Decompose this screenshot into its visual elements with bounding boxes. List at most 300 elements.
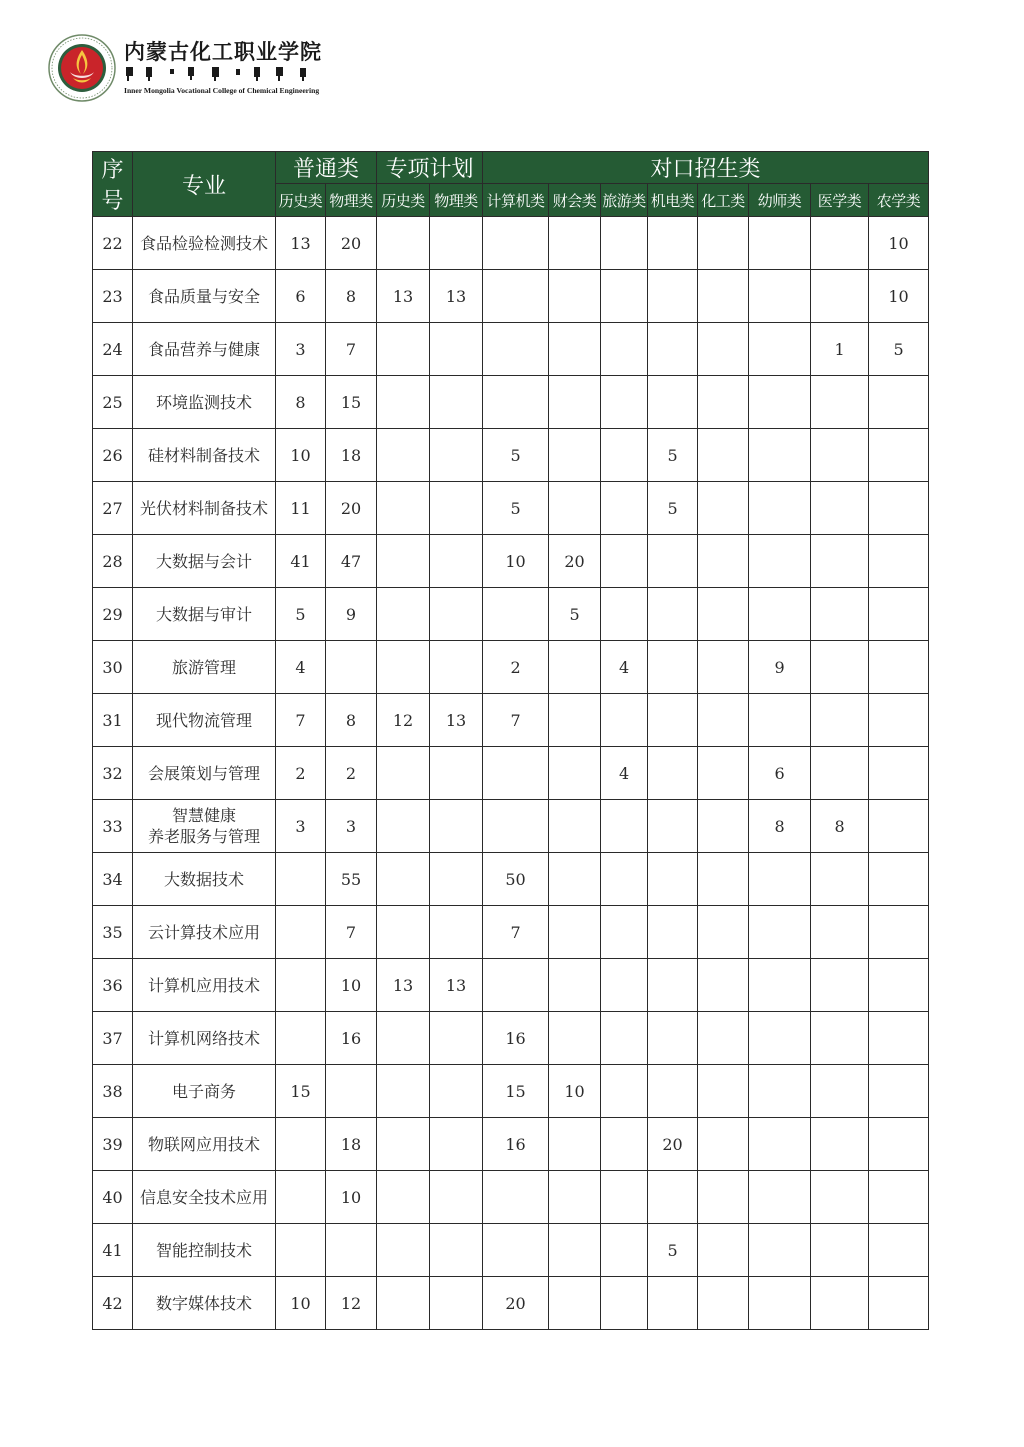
quota-cell (698, 694, 749, 747)
row-major: 食品营养与健康 (133, 323, 276, 376)
quota-cell (648, 1277, 698, 1330)
table-row (93, 535, 929, 588)
quota-cell (811, 747, 869, 800)
row-seq: 38 (93, 1065, 133, 1118)
quota-cell: 10 (276, 1277, 326, 1330)
quota-cell (648, 800, 698, 853)
quota-cell (811, 482, 869, 535)
quota-cell: 6 (749, 747, 811, 800)
quota-cell: 16 (326, 1012, 377, 1065)
quota-cell (483, 800, 549, 853)
quota-cell (549, 906, 601, 959)
quota-cell (549, 429, 601, 482)
table-row (93, 959, 929, 1012)
row-major: 食品质量与安全 (133, 270, 276, 323)
quota-cell: 9 (326, 588, 377, 641)
quota-cell (377, 588, 430, 641)
row-major: 光伏材料制备技术 (133, 482, 276, 535)
quota-cell (601, 694, 648, 747)
quota-cell (549, 747, 601, 800)
quota-cell (869, 959, 929, 1012)
header-col: 物理类 (326, 184, 377, 217)
quota-cell (276, 906, 326, 959)
quota-cell (276, 1118, 326, 1171)
header-group-general: 普通类 (276, 152, 377, 184)
mongolian-script-logotype (124, 64, 329, 84)
quota-cell (749, 217, 811, 270)
quota-cell (377, 429, 430, 482)
quota-cell: 10 (869, 270, 929, 323)
quota-cell: 3 (326, 800, 377, 853)
quota-cell: 12 (377, 694, 430, 747)
table-row (93, 1224, 929, 1277)
quota-cell: 15 (483, 1065, 549, 1118)
quota-cell (549, 1277, 601, 1330)
quota-cell (869, 853, 929, 906)
quota-cell (698, 429, 749, 482)
row-seq: 37 (93, 1012, 133, 1065)
quota-cell (749, 588, 811, 641)
quota-cell (276, 1012, 326, 1065)
quota-cell: 6 (276, 270, 326, 323)
quota-cell (483, 747, 549, 800)
quota-cell (648, 376, 698, 429)
quota-cell (749, 535, 811, 588)
quota-cell (698, 1171, 749, 1224)
quota-cell: 16 (483, 1012, 549, 1065)
header-group-row (93, 152, 929, 184)
quota-cell: 41 (276, 535, 326, 588)
quota-cell: 5 (483, 482, 549, 535)
quota-cell: 55 (326, 853, 377, 906)
row-seq: 33 (93, 800, 133, 853)
quota-cell (698, 1012, 749, 1065)
row-seq: 25 (93, 376, 133, 429)
quota-cell (430, 747, 483, 800)
quota-cell (698, 270, 749, 323)
quota-cell (648, 323, 698, 376)
quota-cell (430, 906, 483, 959)
quota-cell (698, 1118, 749, 1171)
quota-cell: 18 (326, 429, 377, 482)
row-major: 物联网应用技术 (133, 1118, 276, 1171)
quota-cell: 12 (326, 1277, 377, 1330)
quota-cell (698, 747, 749, 800)
table-row (93, 429, 929, 482)
quota-cell (601, 800, 648, 853)
quota-cell: 7 (326, 323, 377, 376)
row-seq: 34 (93, 853, 133, 906)
quota-cell (430, 1012, 483, 1065)
quota-cell (601, 535, 648, 588)
quota-cell (483, 588, 549, 641)
row-seq: 40 (93, 1171, 133, 1224)
quota-cell (430, 323, 483, 376)
quota-cell (549, 694, 601, 747)
quota-cell (601, 1118, 648, 1171)
quota-cell: 8 (749, 800, 811, 853)
quota-cell: 20 (549, 535, 601, 588)
quota-cell (648, 959, 698, 1012)
quota-cell (430, 376, 483, 429)
quota-cell: 20 (483, 1277, 549, 1330)
quota-cell (326, 641, 377, 694)
quota-cell: 13 (430, 270, 483, 323)
quota-cell (648, 535, 698, 588)
quota-cell (648, 1171, 698, 1224)
table-row (93, 482, 929, 535)
quota-cell: 8 (811, 800, 869, 853)
quota-cell: 5 (276, 588, 326, 641)
quota-cell (869, 906, 929, 959)
quota-cell (549, 959, 601, 1012)
row-major: 大数据与审计 (133, 588, 276, 641)
row-major: 电子商务 (133, 1065, 276, 1118)
quota-cell (648, 1065, 698, 1118)
header-col: 农学类 (869, 184, 929, 217)
quota-cell (698, 906, 749, 959)
table-row (93, 747, 929, 800)
quota-cell (698, 853, 749, 906)
quota-cell (430, 535, 483, 588)
quota-cell (549, 270, 601, 323)
school-logo (48, 32, 338, 104)
quota-cell: 13 (430, 959, 483, 1012)
quota-cell: 5 (648, 1224, 698, 1277)
quota-cell (869, 588, 929, 641)
quota-cell (648, 747, 698, 800)
quota-cell (648, 270, 698, 323)
quota-cell (377, 482, 430, 535)
quota-cell: 11 (276, 482, 326, 535)
header-col: 历史类 (276, 184, 326, 217)
quota-cell: 10 (549, 1065, 601, 1118)
quota-cell (811, 588, 869, 641)
quota-cell (430, 1224, 483, 1277)
quota-cell (601, 270, 648, 323)
quota-cell: 1 (811, 323, 869, 376)
header-col: 历史类 (377, 184, 430, 217)
quota-cell (698, 800, 749, 853)
quota-cell (601, 1012, 648, 1065)
quota-cell (749, 482, 811, 535)
quota-cell (869, 641, 929, 694)
quota-cell: 15 (326, 376, 377, 429)
quota-cell (869, 1065, 929, 1118)
quota-cell (326, 1065, 377, 1118)
quota-cell (811, 1224, 869, 1277)
quota-cell (377, 323, 430, 376)
quota-cell (483, 1224, 549, 1277)
quota-cell: 20 (326, 482, 377, 535)
table-row (93, 1118, 929, 1171)
table-row (93, 853, 929, 906)
quota-cell (377, 376, 430, 429)
quota-cell (430, 1118, 483, 1171)
quota-cell (698, 1065, 749, 1118)
row-major: 智能控制技术 (133, 1224, 276, 1277)
quota-cell (601, 588, 648, 641)
quota-cell: 2 (483, 641, 549, 694)
quota-cell: 4 (601, 641, 648, 694)
quota-cell (430, 217, 483, 270)
quota-cell (811, 217, 869, 270)
quota-cell: 13 (377, 270, 430, 323)
quota-cell (549, 641, 601, 694)
quota-cell (377, 800, 430, 853)
row-seq: 39 (93, 1118, 133, 1171)
quota-cell: 3 (276, 323, 326, 376)
quota-cell (749, 1171, 811, 1224)
quota-cell: 8 (326, 694, 377, 747)
quota-cell (430, 1171, 483, 1224)
quota-cell (648, 588, 698, 641)
quota-cell (811, 429, 869, 482)
table-row (93, 1277, 929, 1330)
row-major: 大数据技术 (133, 853, 276, 906)
quota-cell: 4 (276, 641, 326, 694)
quota-cell (698, 959, 749, 1012)
row-seq: 28 (93, 535, 133, 588)
table-row (93, 1012, 929, 1065)
quota-cell: 2 (276, 747, 326, 800)
quota-cell (377, 641, 430, 694)
quota-cell (698, 1277, 749, 1330)
quota-cell (549, 1171, 601, 1224)
row-seq: 35 (93, 906, 133, 959)
quota-cell (549, 800, 601, 853)
quota-cell (377, 535, 430, 588)
row-major: 食品检验检测技术 (133, 217, 276, 270)
quota-cell (749, 1118, 811, 1171)
quota-cell (811, 906, 869, 959)
quota-cell: 10 (483, 535, 549, 588)
quota-cell (601, 1277, 648, 1330)
header-col: 财会类 (549, 184, 601, 217)
quota-cell (430, 429, 483, 482)
quota-cell (549, 1118, 601, 1171)
quota-cell: 10 (326, 1171, 377, 1224)
table-row (93, 906, 929, 959)
quota-cell (601, 376, 648, 429)
quota-cell (483, 959, 549, 1012)
quota-cell: 7 (276, 694, 326, 747)
quota-cell (549, 1012, 601, 1065)
quota-cell (811, 853, 869, 906)
quota-cell (869, 1118, 929, 1171)
header-col: 旅游类 (601, 184, 648, 217)
quota-cell (601, 429, 648, 482)
table-row (93, 588, 929, 641)
header-group-special-plan: 专项计划 (377, 152, 483, 184)
row-major: 信息安全技术应用 (133, 1171, 276, 1224)
quota-cell (276, 1171, 326, 1224)
quota-cell (698, 1224, 749, 1277)
school-name-cn: 内蒙古化工职业学院 (124, 39, 322, 64)
quota-cell (869, 747, 929, 800)
quota-cell (869, 694, 929, 747)
quota-cell (377, 1277, 430, 1330)
quota-cell (483, 1171, 549, 1224)
quota-cell: 8 (276, 376, 326, 429)
table-row (93, 270, 929, 323)
row-seq: 22 (93, 217, 133, 270)
header-col: 物理类 (430, 184, 483, 217)
row-major: 硅材料制备技术 (133, 429, 276, 482)
quota-cell (811, 376, 869, 429)
quota-cell (483, 323, 549, 376)
quota-cell (549, 482, 601, 535)
row-seq: 27 (93, 482, 133, 535)
quota-cell (601, 217, 648, 270)
quota-cell (601, 1065, 648, 1118)
quota-cell (749, 694, 811, 747)
quota-cell: 16 (483, 1118, 549, 1171)
quota-cell: 13 (430, 694, 483, 747)
quota-cell (749, 1065, 811, 1118)
quota-cell (698, 641, 749, 694)
quota-cell (698, 217, 749, 270)
quota-cell (869, 376, 929, 429)
quota-cell (549, 853, 601, 906)
quota-cell: 5 (483, 429, 549, 482)
row-seq: 24 (93, 323, 133, 376)
quota-cell (601, 482, 648, 535)
quota-cell: 3 (276, 800, 326, 853)
header-col: 医学类 (811, 184, 869, 217)
quota-cell (549, 323, 601, 376)
school-name-en: Inner Mongolia Vocational College of Chemical Engineering (124, 86, 320, 95)
quota-cell (811, 694, 869, 747)
table-row (93, 1065, 929, 1118)
row-major: 旅游管理 (133, 641, 276, 694)
quota-cell: 7 (483, 906, 549, 959)
quota-cell: 15 (276, 1065, 326, 1118)
table-row (93, 217, 929, 270)
quota-cell: 8 (326, 270, 377, 323)
table-row (93, 694, 929, 747)
quota-cell (276, 853, 326, 906)
row-seq: 36 (93, 959, 133, 1012)
quota-cell (430, 800, 483, 853)
header-col: 化工类 (698, 184, 749, 217)
quota-cell (326, 1224, 377, 1277)
row-major: 智慧健康 养老服务与管理 (133, 800, 276, 853)
quota-cell (869, 1277, 929, 1330)
row-major: 大数据与会计 (133, 535, 276, 588)
row-major: 会展策划与管理 (133, 747, 276, 800)
quota-cell: 50 (483, 853, 549, 906)
quota-cell (377, 853, 430, 906)
quota-cell (869, 482, 929, 535)
quota-cell (749, 1012, 811, 1065)
quota-cell (749, 959, 811, 1012)
row-major: 环境监测技术 (133, 376, 276, 429)
quota-cell (869, 429, 929, 482)
quota-cell (648, 641, 698, 694)
header-col: 计算机类 (483, 184, 549, 217)
quota-cell: 5 (869, 323, 929, 376)
quota-cell (749, 1224, 811, 1277)
quota-cell (601, 323, 648, 376)
quota-cell (276, 959, 326, 1012)
quota-cell: 5 (648, 482, 698, 535)
header-group-vocational: 对口招生类 (483, 152, 929, 184)
quota-cell (483, 270, 549, 323)
quota-cell (869, 1224, 929, 1277)
quota-cell (749, 376, 811, 429)
quota-cell: 4 (601, 747, 648, 800)
quota-cell (749, 270, 811, 323)
quota-cell: 2 (326, 747, 377, 800)
quota-cell (811, 959, 869, 1012)
table-row (93, 376, 929, 429)
quota-cell (377, 747, 430, 800)
quota-cell (811, 641, 869, 694)
row-major: 计算机应用技术 (133, 959, 276, 1012)
table-body (93, 217, 929, 1330)
quota-cell (869, 800, 929, 853)
quota-cell (648, 694, 698, 747)
quota-cell (483, 217, 549, 270)
row-major: 计算机网络技术 (133, 1012, 276, 1065)
row-major: 云计算技术应用 (133, 906, 276, 959)
quota-cell (698, 376, 749, 429)
table-row (93, 323, 929, 376)
quota-cell (648, 906, 698, 959)
quota-cell (601, 1224, 648, 1277)
row-seq: 23 (93, 270, 133, 323)
quota-cell (549, 217, 601, 270)
quota-cell (811, 1277, 869, 1330)
quota-cell (601, 959, 648, 1012)
quota-cell (601, 1171, 648, 1224)
header-col: 机电类 (648, 184, 698, 217)
quota-cell (430, 588, 483, 641)
quota-cell (648, 1012, 698, 1065)
quota-cell (811, 270, 869, 323)
table-row (93, 1171, 929, 1224)
quota-cell (377, 1012, 430, 1065)
quota-cell (698, 482, 749, 535)
quota-cell: 7 (483, 694, 549, 747)
school-emblem-icon (48, 34, 116, 102)
quota-cell (698, 535, 749, 588)
quota-cell (749, 323, 811, 376)
quota-cell: 20 (648, 1118, 698, 1171)
row-seq: 31 (93, 694, 133, 747)
quota-cell (749, 1277, 811, 1330)
quota-cell: 13 (276, 217, 326, 270)
row-seq: 32 (93, 747, 133, 800)
quota-cell: 47 (326, 535, 377, 588)
quota-cell (377, 1171, 430, 1224)
quota-cell (276, 1224, 326, 1277)
quota-cell (648, 853, 698, 906)
quota-cell (377, 1118, 430, 1171)
quota-cell (811, 1118, 869, 1171)
table-row (93, 800, 929, 853)
quota-cell (698, 323, 749, 376)
quota-cell (648, 217, 698, 270)
header-major: 专业 (133, 152, 276, 217)
header-col: 幼师类 (749, 184, 811, 217)
row-major: 数字媒体技术 (133, 1277, 276, 1330)
quota-cell: 5 (648, 429, 698, 482)
quota-cell (549, 1224, 601, 1277)
quota-cell (749, 429, 811, 482)
quota-cell (430, 482, 483, 535)
